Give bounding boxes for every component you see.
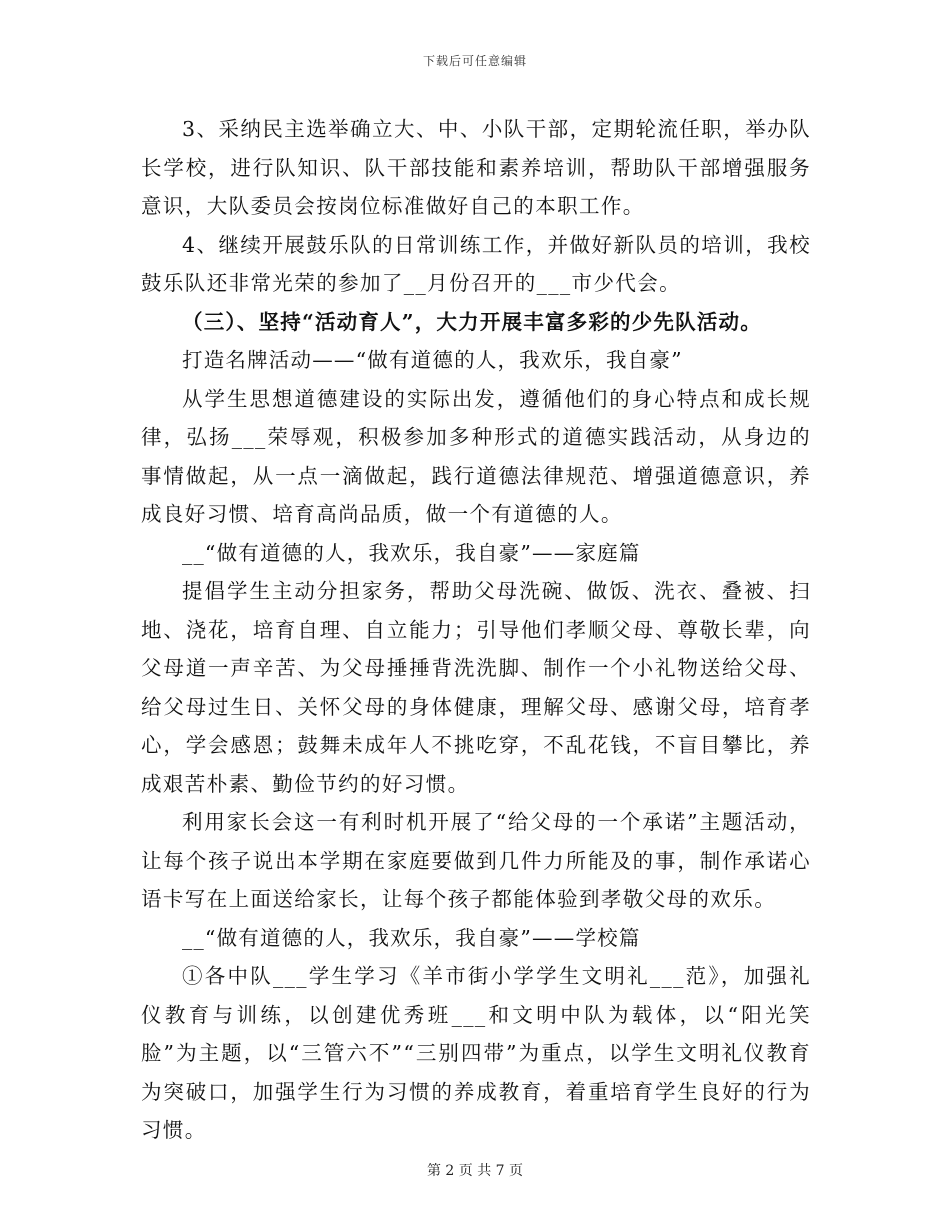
paragraph-item-4: 4、继续开展鼓乐队的日常训练工作，并做好新队员的培训，我校鼓乐队还非常光荣的参加了__月份召开的___市少代会。 bbox=[141, 232, 811, 295]
paragraph-school-etiquette: ①各中队___学生学习《羊市街小学学生文明礼___范》，加强礼仪教育与训练，以创建优秀班___和文明中队为载体，以“阳光笑脸”为主题，以“三管六不”“三别四带”为重点，以学生文明礼仪教育为突破口，加强学生行为习惯的养成教育，着重培育学生良好的行为习惯。 bbox=[141, 964, 811, 1142]
document-body bbox=[141, 110, 811, 1150]
paragraph-item-3: 3、采纳民主选举确立大、中、小队干部，定期轮流任职，举办队长学校，进行队知识、队干部技能和素养培训，帮助队干部增强服务意识，大队委员会按岗位标准做好自己的本职工作。 bbox=[141, 117, 811, 218]
page-header: 下载后可任意编辑 bbox=[422, 54, 527, 68]
subheading-family: __“做有道德的人，我欢乐，我自豪”——家庭篇 bbox=[182, 540, 641, 565]
brand-activity-title: 打造名牌活动——“做有道德的人，我欢乐，我自豪” bbox=[182, 348, 683, 372]
subheading-school: __“做有道德的人，我欢乐，我自豪”——学校篇 bbox=[182, 925, 641, 950]
section-heading-3: （三）、坚持“活动育人”，大力开展丰富多彩的少先队活动。 bbox=[182, 309, 762, 334]
page-footer: 第 2 页 共 7 页 bbox=[426, 1163, 524, 1179]
paragraph-family-chores: 提倡学生主动分担家务，帮助父母洗碗、做饭、洗衣、叠被、扫地、浇花，培育自理、自立能力；引导他们孝顺父母、尊敬长辈，向父母道一声辛苦、为父母捶捶背洗洗脚、制作一个小礼物送给父母、给父母过生日、关怀父母的身体健康，理解父母、感谢父母，培育孝心，学会感恩；鼓舞未成年人不挑吃穿，不乱花钱，不盲目攀比，养成艰苦朴素、勤俭节约的好习惯。 bbox=[141, 579, 811, 796]
paragraph-moral-education: 从学生思想道德建设的实际出发，遵循他们的身心特点和成长规律，弘扬___荣辱观，积极参加多种形式的道德实践活动，从身边的事情做起，从一点一滴做起，践行道德法律规范、增强道德意识，养成良好习惯、培育高尚品质，做一个有道德的人。 bbox=[141, 386, 811, 526]
paragraph-parent-promise: 利用家长会这一有利时机开展了“给父母的一个承诺”主题活动，让每个孩子说出本学期在家庭要做到几件力所能及的事，制作承诺心语卡写在上面送给家长，让每个孩子都能体验到孝敬父母的欢乐。 bbox=[141, 810, 811, 911]
